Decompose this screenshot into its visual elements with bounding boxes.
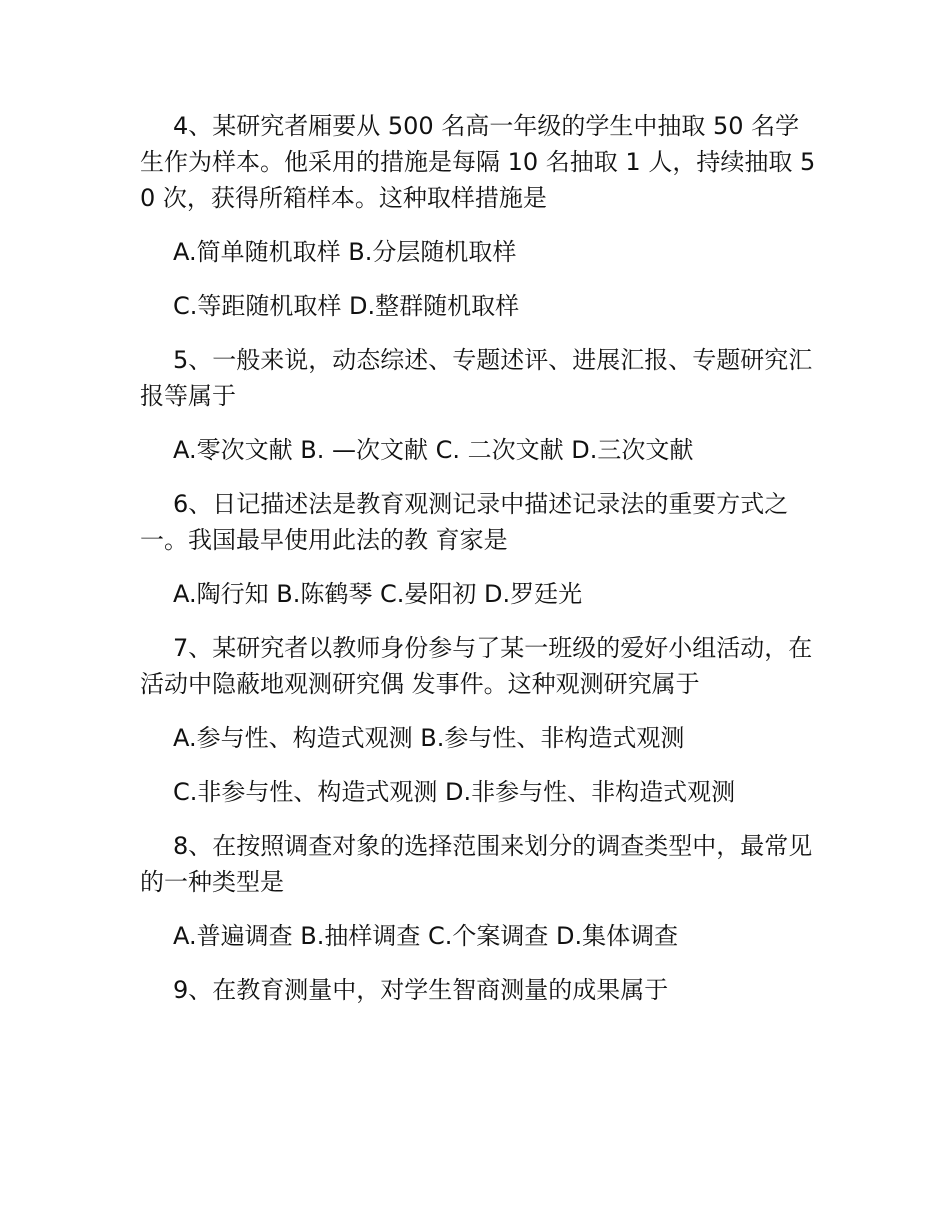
question-5-options: A.零次文献 B. —次文献 C. 二次文献 D.三次文献: [173, 436, 694, 464]
question-7-options-cd: C.非参与性、构造式观测 D.非参与性、非构造式观测: [173, 778, 736, 806]
question-6-options: A.陶行知 B.陈鹤琴 C.晏阳初 D.罗廷光: [173, 580, 583, 608]
question-4-options-cd: C.等距随机取样 D.整群随机取样: [173, 292, 520, 320]
question-4-stem: 4、某研究者厢要从 500 名高一年级的学生中抽取 50 名学生作为样本。他采用的措施是每隔 10 名抽取 1 人，持续抽取 50 次，获得所箱样本。这种取样措施是: [140, 112, 816, 212]
question-5-stem: 5、一般来说，动态综述、专题述评、进展汇报、专题研究汇报等属于: [140, 346, 813, 410]
question-6-stem: 6、日记描述法是教育观测记录中描述记录法的重要方式之一。我国最早使用此法的教 育家是: [140, 490, 789, 554]
question-7-stem: 7、某研究者以教师身份参与了某一班级的爱好小组活动，在活动中隐蔽地观测研究偶 发事件。这种观测研究属于: [140, 634, 813, 698]
question-7-options-ab: A.参与性、构造式观测 B.参与性、非构造式观测: [173, 724, 685, 752]
document-page: [140, 108, 820, 1026]
question-8-stem: 8、在按照调查对象的选择范围来划分的调查类型中，最常见的一种类型是: [140, 832, 813, 896]
question-8-options: A.普遍调查 B.抽样调查 C.个案调查 D.集体调查: [173, 922, 679, 950]
question-9-stem: 9、在教育测量中，对学生智商测量的成果属于: [173, 976, 669, 1004]
question-4-options-ab: A.简单随机取样 B.分层随机取样: [173, 238, 517, 266]
